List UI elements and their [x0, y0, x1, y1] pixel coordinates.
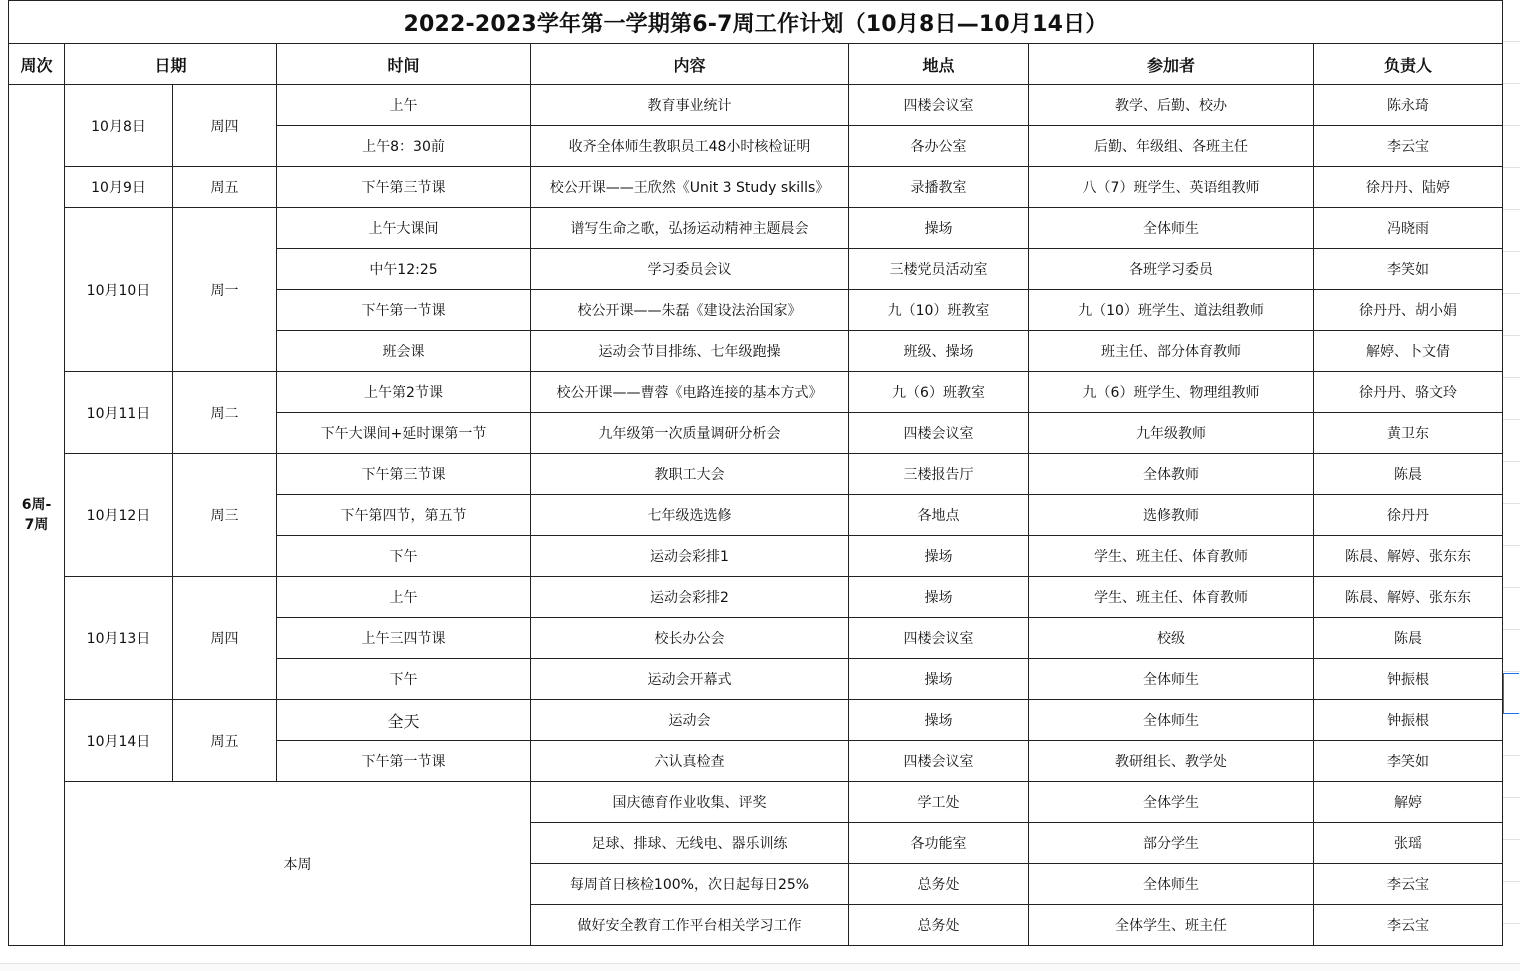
time-cell[interactable]: 下午第三节课 [277, 454, 531, 495]
content-cell[interactable]: 六认真检查 [531, 741, 849, 782]
time-cell[interactable]: 上午三四节课 [277, 618, 531, 659]
date-cell[interactable]: 10月10日 [65, 208, 173, 372]
week-label-line: 6周- [21, 497, 52, 513]
owner-cell[interactable]: 张瑶 [1314, 823, 1503, 864]
time-cell[interactable]: 下午 [277, 536, 531, 577]
owner-cell[interactable]: 李云宝 [1314, 126, 1503, 167]
owner-cell[interactable]: 冯晓雨 [1314, 208, 1503, 249]
content-cell[interactable]: 做好安全教育工作平台相关学习工作 [531, 905, 849, 946]
table-row [9, 782, 1503, 823]
content-cell[interactable]: 谱写生命之歌，弘扬运动精神主题晨会 [531, 208, 849, 249]
place-cell[interactable]: 四楼会议室 [849, 85, 1029, 126]
header-row [9, 44, 1503, 85]
owner-cell[interactable]: 徐丹丹、骆文玲 [1314, 372, 1503, 413]
content-cell[interactable]: 校公开课——王欣然《Unit 3 Study skills》 [531, 167, 849, 208]
date-cell[interactable]: 10月11日 [65, 372, 173, 454]
owner-cell[interactable]: 陈永琦 [1314, 85, 1503, 126]
participants-cell[interactable]: 部分学生 [1029, 823, 1314, 864]
owner-cell[interactable]: 陈晨、解婷、张东东 [1314, 536, 1503, 577]
time-cell[interactable]: 下午 [277, 659, 531, 700]
owner-cell[interactable]: 陈晨 [1314, 618, 1503, 659]
table-row [9, 208, 1503, 249]
work-plan-table [8, 0, 1503, 946]
time-cell[interactable]: 下午第一节课 [277, 290, 531, 331]
time-cell[interactable]: 下午大课间+延时课第一节 [277, 413, 531, 454]
header-time[interactable]: 时间 [277, 44, 531, 85]
time-cell[interactable]: 中午12:25 [277, 249, 531, 290]
owner-cell[interactable]: 黄卫东 [1314, 413, 1503, 454]
header-date[interactable]: 日期 [65, 44, 277, 85]
owner-cell[interactable]: 钟振根 [1314, 700, 1503, 741]
participants-cell[interactable]: 后勤、年级组、各班主任 [1029, 126, 1314, 167]
content-cell[interactable]: 校公开课——朱磊《建设法治国家》 [531, 290, 849, 331]
participants-cell[interactable]: 八（7）班学生、英语组教师 [1029, 167, 1314, 208]
participants-cell[interactable]: 选修教师 [1029, 495, 1314, 536]
content-cell[interactable]: 运动会节目排练、七年级跑操 [531, 331, 849, 372]
content-cell[interactable]: 运动会彩排2 [531, 577, 849, 618]
date-cell[interactable]: 10月14日 [65, 700, 173, 782]
this-week-label[interactable]: 本周 [65, 782, 531, 946]
date-cell[interactable]: 10月9日 [65, 167, 173, 208]
participants-cell[interactable]: 九年级教师 [1029, 413, 1314, 454]
content-cell[interactable]: 每周首日核检100%，次日起每日25% [531, 864, 849, 905]
time-cell[interactable]: 上午 [277, 577, 531, 618]
time-cell[interactable]: 下午第一节课 [277, 741, 531, 782]
owner-cell[interactable]: 李笑如 [1314, 249, 1503, 290]
week-label-line: 7周 [24, 517, 49, 533]
weekday-cell[interactable]: 周五 [173, 167, 277, 208]
content-cell[interactable]: 教育事业统计 [531, 85, 849, 126]
page-title[interactable]: 2022-2023学年第一学期第6-7周工作计划（10月8日—10月14日） [9, 1, 1503, 44]
place-cell[interactable]: 三楼党员活动室 [849, 249, 1029, 290]
place-cell[interactable]: 四楼会议室 [849, 618, 1029, 659]
participants-cell[interactable]: 学生、班主任、体育教师 [1029, 577, 1314, 618]
owner-cell[interactable]: 李笑如 [1314, 741, 1503, 782]
place-cell[interactable]: 总务处 [849, 905, 1029, 946]
participants-cell[interactable]: 校级 [1029, 618, 1314, 659]
table-row [9, 372, 1503, 413]
participants-cell[interactable]: 班主任、部分体育教师 [1029, 331, 1314, 372]
content-cell[interactable]: 国庆德育作业收集、评奖 [531, 782, 849, 823]
content-cell[interactable]: 七年级选选修 [531, 495, 849, 536]
time-cell[interactable]: 班会课 [277, 331, 531, 372]
place-cell[interactable]: 各功能室 [849, 823, 1029, 864]
place-cell[interactable]: 各地点 [849, 495, 1029, 536]
content-cell[interactable]: 运动会彩排1 [531, 536, 849, 577]
header-week[interactable]: 周次 [9, 44, 65, 85]
participants-cell[interactable]: 全体师生 [1029, 659, 1314, 700]
place-cell[interactable]: 四楼会议室 [849, 413, 1029, 454]
week-cell[interactable] [9, 85, 65, 946]
participants-cell[interactable]: 九（6）班学生、物理组教师 [1029, 372, 1314, 413]
participants-cell[interactable]: 各班学习委员 [1029, 249, 1314, 290]
place-cell[interactable]: 操场 [849, 536, 1029, 577]
owner-cell[interactable]: 陈晨、解婷、张东东 [1314, 577, 1503, 618]
header-participants[interactable]: 参加者 [1029, 44, 1314, 85]
time-cell[interactable]: 下午第三节课 [277, 167, 531, 208]
place-cell[interactable]: 操场 [849, 577, 1029, 618]
owner-cell[interactable]: 徐丹丹、陆婷 [1314, 167, 1503, 208]
place-cell[interactable]: 总务处 [849, 864, 1029, 905]
place-cell[interactable]: 四楼会议室 [849, 741, 1029, 782]
participants-cell[interactable]: 学生、班主任、体育教师 [1029, 536, 1314, 577]
place-cell[interactable]: 各办公室 [849, 126, 1029, 167]
header-content[interactable]: 内容 [531, 44, 849, 85]
place-cell[interactable]: 操场 [849, 208, 1029, 249]
place-cell[interactable]: 九（6）班教室 [849, 372, 1029, 413]
content-cell[interactable]: 校公开课——曹蓉《电路连接的基本方式》 [531, 372, 849, 413]
date-cell[interactable]: 10月8日 [65, 85, 173, 167]
date-cell[interactable]: 10月12日 [65, 454, 173, 577]
content-cell[interactable]: 九年级第一次质量调研分析会 [531, 413, 849, 454]
table-row [9, 700, 1503, 741]
place-cell[interactable]: 九（10）班教室 [849, 290, 1029, 331]
participants-cell[interactable]: 全体师生 [1029, 208, 1314, 249]
participants-cell[interactable]: 全体师生 [1029, 700, 1314, 741]
owner-cell[interactable]: 李云宝 [1314, 905, 1503, 946]
weekday-cell[interactable]: 周二 [173, 372, 277, 454]
content-cell[interactable]: 足球、排球、无线电、器乐训练 [531, 823, 849, 864]
participants-cell[interactable]: 全体教师 [1029, 454, 1314, 495]
header-place[interactable]: 地点 [849, 44, 1029, 85]
table-row [9, 85, 1503, 126]
table-row [9, 454, 1503, 495]
time-cell[interactable]: 上午8：30前 [277, 126, 531, 167]
weekday-cell[interactable]: 周五 [173, 700, 277, 782]
place-cell[interactable]: 学工处 [849, 782, 1029, 823]
owner-cell[interactable]: 钟振根 [1314, 659, 1503, 700]
place-cell[interactable]: 操场 [849, 659, 1029, 700]
participants-cell[interactable]: 全体学生 [1029, 782, 1314, 823]
place-cell[interactable]: 班级、操场 [849, 331, 1029, 372]
participants-cell[interactable]: 九（10）班学生、道法组教师 [1029, 290, 1314, 331]
content-cell[interactable]: 运动会开幕式 [531, 659, 849, 700]
time-cell[interactable]: 上午大课间 [277, 208, 531, 249]
participants-cell[interactable]: 全体师生 [1029, 864, 1314, 905]
weekday-cell[interactable]: 周一 [173, 208, 277, 372]
date-cell[interactable]: 10月13日 [65, 577, 173, 700]
participants-cell[interactable]: 教研组长、教学处 [1029, 741, 1314, 782]
owner-cell[interactable]: 徐丹丹、胡小娟 [1314, 290, 1503, 331]
content-cell[interactable]: 校长办公会 [531, 618, 849, 659]
header-owner[interactable]: 负责人 [1314, 44, 1503, 85]
place-cell[interactable]: 操场 [849, 700, 1029, 741]
participants-cell[interactable]: 全体学生、班主任 [1029, 905, 1314, 946]
owner-cell[interactable]: 解婷 [1314, 782, 1503, 823]
place-cell[interactable]: 三楼报告厅 [849, 454, 1029, 495]
sheet-gridlines [1503, 0, 1520, 970]
content-cell[interactable]: 学习委员会议 [531, 249, 849, 290]
owner-cell[interactable]: 陈晨 [1314, 454, 1503, 495]
participants-cell[interactable]: 教学、后勤、校办 [1029, 85, 1314, 126]
owner-cell[interactable]: 徐丹丹 [1314, 495, 1503, 536]
weekday-cell[interactable]: 周四 [173, 577, 277, 700]
place-cell[interactable]: 录播教室 [849, 167, 1029, 208]
table-row [9, 577, 1503, 618]
owner-cell[interactable]: 解婷、卜文倩 [1314, 331, 1503, 372]
owner-cell[interactable]: 李云宝 [1314, 864, 1503, 905]
content-cell[interactable]: 运动会 [531, 700, 849, 741]
selected-cell-marker [1503, 673, 1519, 714]
weekday-cell[interactable]: 周四 [173, 85, 277, 167]
time-cell[interactable]: 下午第四节，第五节 [277, 495, 531, 536]
content-cell[interactable]: 教职工大会 [531, 454, 849, 495]
time-cell[interactable]: 上午 [277, 85, 531, 126]
weekday-cell[interactable]: 周三 [173, 454, 277, 577]
time-cell[interactable]: 上午第2节课 [277, 372, 531, 413]
content-cell[interactable]: 收齐全体师生教职员工48小时核检证明 [531, 126, 849, 167]
table-row [9, 167, 1503, 208]
time-cell[interactable]: 全天 [277, 700, 531, 741]
